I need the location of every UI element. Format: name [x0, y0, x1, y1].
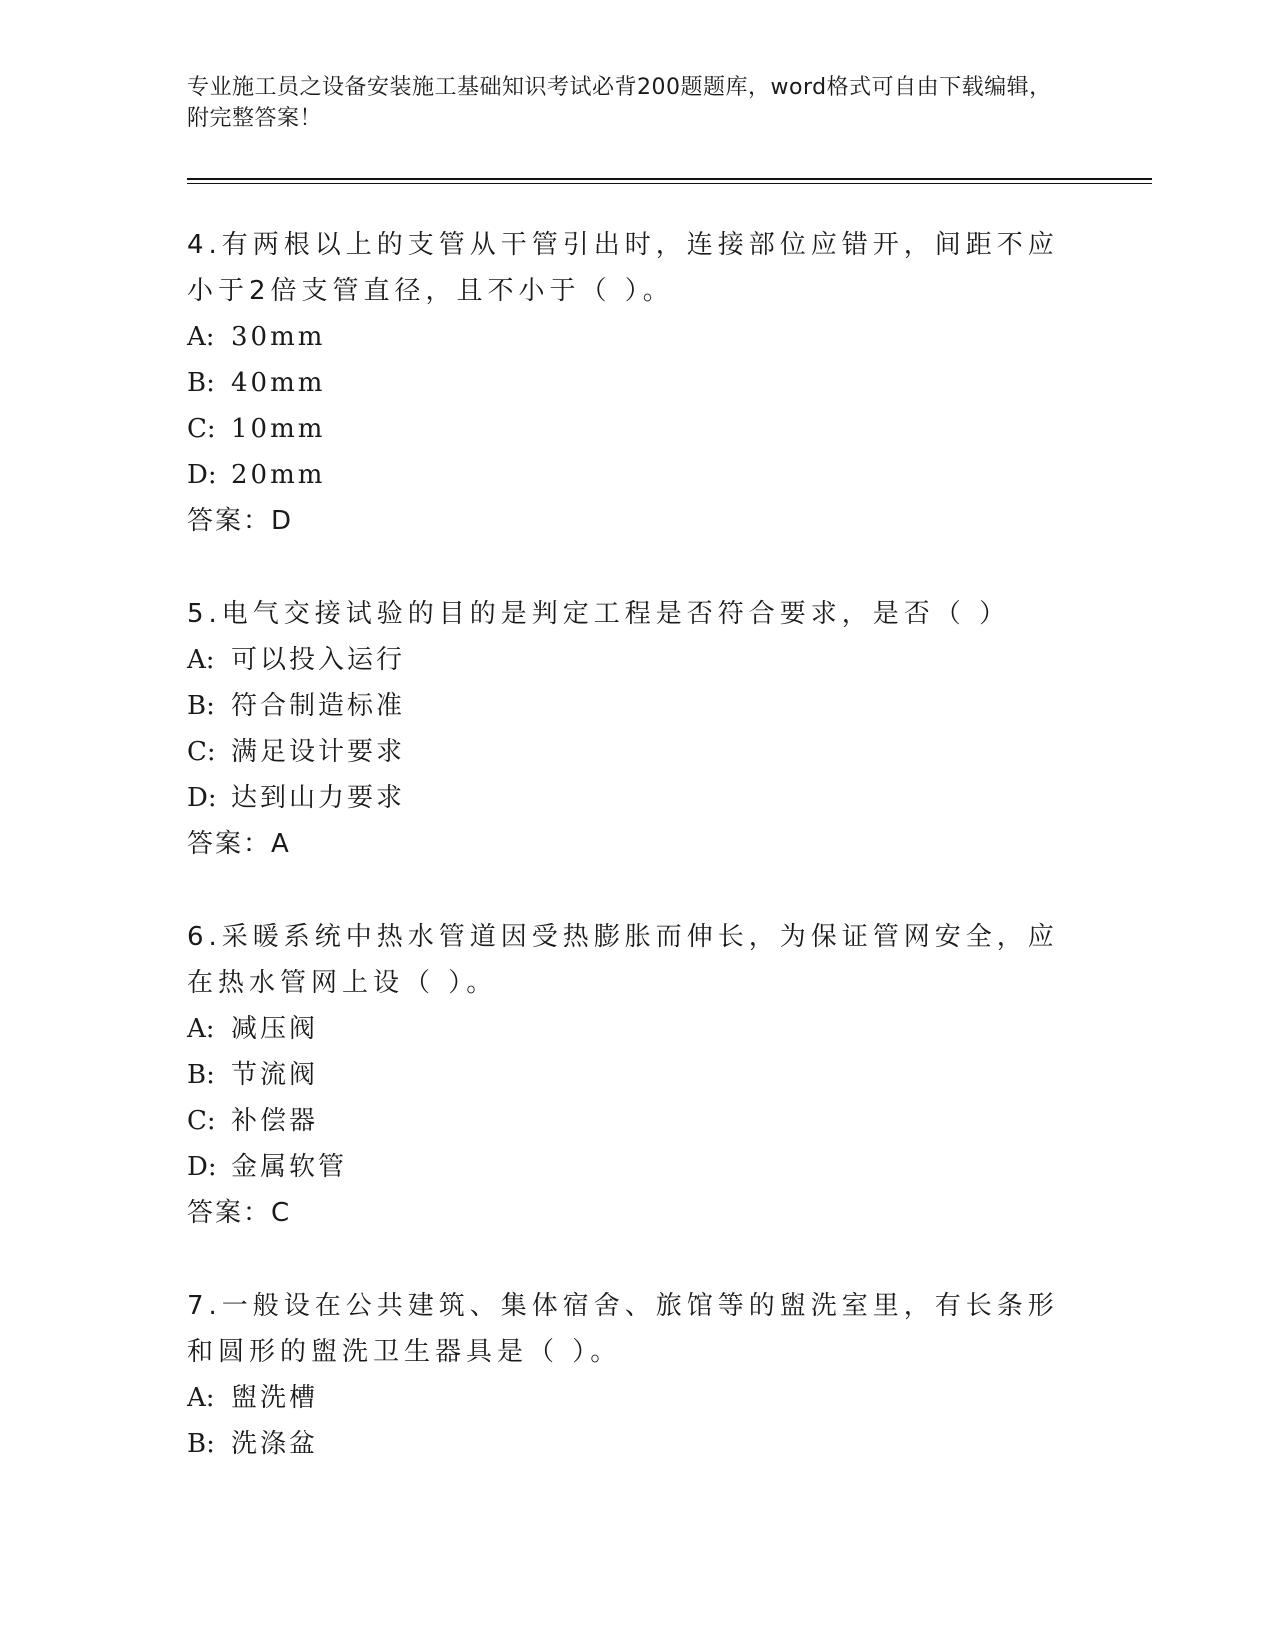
option-text: 达到山力要求: [231, 783, 406, 813]
option-c: [187, 1098, 1067, 1144]
option-b: [187, 1052, 1067, 1098]
option-label: B:: [187, 1429, 215, 1459]
option-text: 洗涤盆: [231, 1429, 319, 1459]
answer-line: 答案：D: [187, 506, 294, 536]
question-stem: 4.有两根以上的支管从干管引出时，连接部位应错开，间距不应小于2倍支管直径，且不小于（ ）。: [187, 230, 1059, 306]
option-text: 金属软管: [231, 1152, 348, 1182]
option-text: 40mm: [231, 368, 326, 398]
option-b: [187, 683, 1067, 729]
option-a: [187, 314, 1067, 360]
option-text: 符合制造标准: [231, 691, 406, 721]
question-stem: 7.一般设在公共建筑、集体宿舍、旅馆等的盥洗室里，有长条形和圆形的盥洗卫生器具是（ ）。: [187, 1291, 1059, 1367]
option-text: 满足设计要求: [231, 737, 406, 767]
option-label: B:: [187, 691, 215, 721]
header-divider-thick: [187, 178, 1152, 180]
option-d: [187, 452, 1067, 498]
option-a: [187, 1375, 1067, 1421]
option-label: C:: [187, 1106, 216, 1136]
option-d: [187, 775, 1067, 821]
answer-line: 答案：A: [187, 829, 291, 859]
option-label: C:: [187, 737, 216, 767]
option-a: [187, 1006, 1067, 1052]
question-stem: 5.电气交接试验的目的是判定工程是否符合要求，是否（ ）: [187, 599, 1011, 629]
option-label: A:: [187, 322, 215, 352]
question-5: [187, 591, 1067, 867]
option-label: A:: [187, 1014, 215, 1044]
document-header: 专业施工员之设备安装施工基础知识考试必背200题题库，word格式可自由下载编辑，附完整答案！: [187, 75, 1052, 131]
option-label: D:: [187, 460, 217, 490]
option-b: [187, 1421, 1067, 1467]
option-label: D:: [187, 1152, 217, 1182]
question-7: [187, 1283, 1067, 1467]
question-6: [187, 914, 1067, 1236]
option-text: 20mm: [231, 460, 326, 490]
option-c: [187, 406, 1067, 452]
option-text: 节流阀: [231, 1060, 319, 1090]
option-text: 可以投入运行: [231, 645, 406, 675]
option-label: A:: [187, 645, 215, 675]
option-label: A:: [187, 1383, 215, 1413]
option-text: 补偿器: [231, 1106, 319, 1136]
answer-line: 答案：C: [187, 1198, 292, 1228]
option-text: 盥洗槽: [231, 1383, 319, 1413]
option-label: C:: [187, 414, 216, 444]
option-text: 减压阀: [231, 1014, 319, 1044]
option-c: [187, 729, 1067, 775]
option-a: [187, 637, 1067, 683]
option-text: 10mm: [231, 414, 326, 444]
option-text: 30mm: [231, 322, 326, 352]
option-b: [187, 360, 1067, 406]
header-divider-thin: [187, 183, 1152, 184]
option-label: B:: [187, 1060, 215, 1090]
question-4: [187, 222, 1067, 544]
question-stem: 6.采暖系统中热水管道因受热膨胀而伸长，为保证管网安全，应在热水管网上设（ ）。: [187, 922, 1059, 998]
option-label: B:: [187, 368, 215, 398]
option-d: [187, 1144, 1067, 1190]
option-label: D:: [187, 783, 217, 813]
